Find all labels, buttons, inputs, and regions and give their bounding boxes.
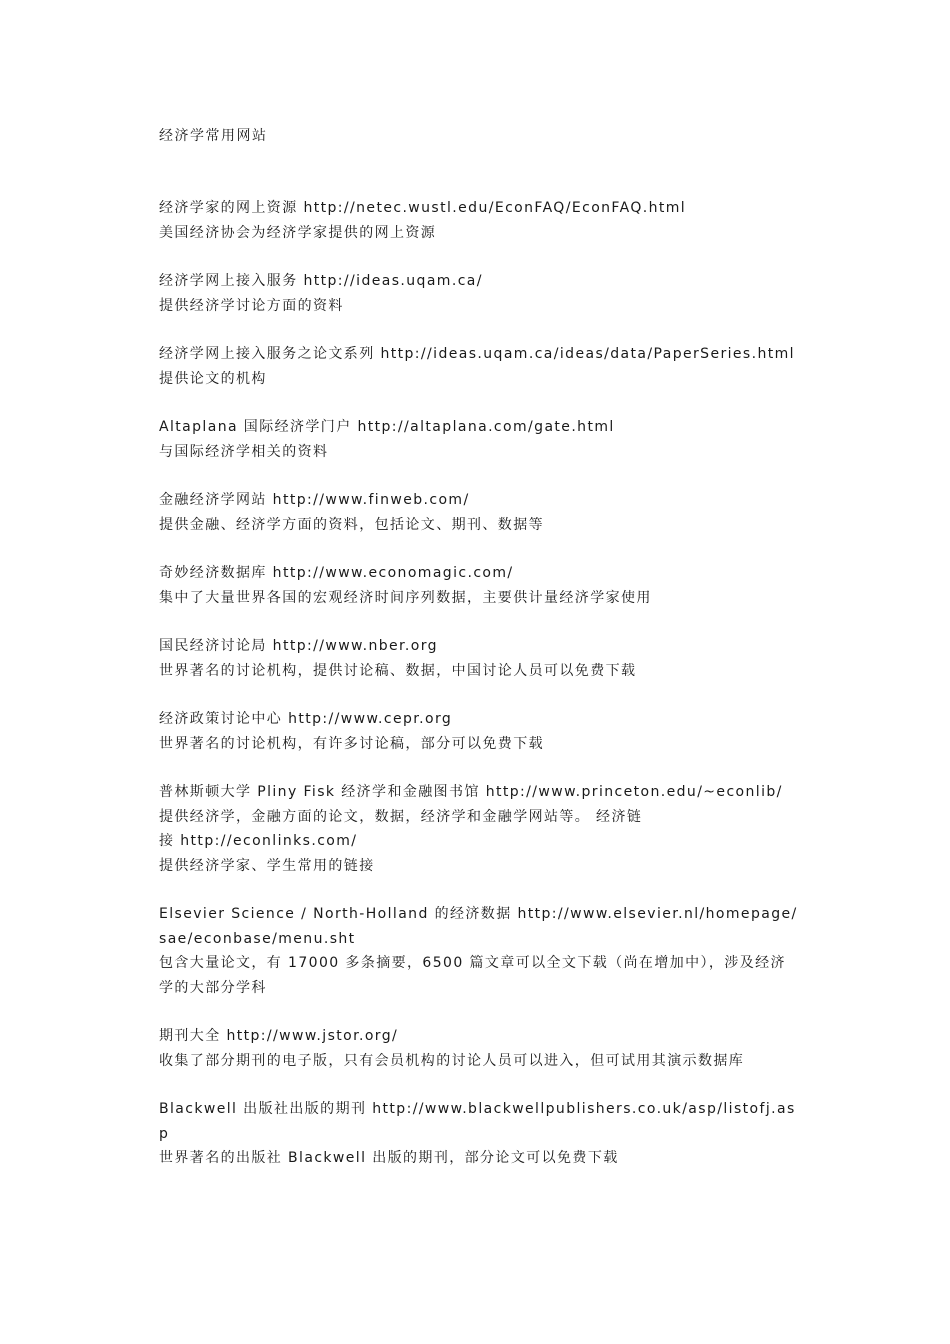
list-item <box>159 1097 799 1171</box>
entry-url-link[interactable]: http://ideas.uqam.ca/ <box>303 273 483 289</box>
entry-heading <box>159 561 799 586</box>
entry-url-link[interactable]: http://www.jstor.org/ <box>226 1028 399 1044</box>
entry-name: 接 <box>159 833 175 849</box>
list-item <box>159 415 799 464</box>
entry-heading <box>159 342 799 367</box>
document-title: 经济学常用网站 <box>159 128 268 144</box>
entry-url-link[interactable]: http://econlinks.com/ <box>180 833 358 849</box>
entry-description: 包含大量论文，有 17000 多条摘要，6500 篇文章可以全文下载（尚在增加中），涉及经济学的大部分学科 <box>159 955 786 996</box>
entry-description: 集中了大量世界各国的宏观经济时间序列数据，主要供计量经济学家使用 <box>159 589 652 606</box>
entry-description: 提供经济学讨论方面的资料 <box>159 297 344 314</box>
entry-heading <box>159 707 799 732</box>
entry-heading <box>159 634 799 659</box>
entry-url-link[interactable]: http://altaplana.com/gate.html <box>357 419 615 435</box>
entry-heading <box>159 1097 799 1146</box>
entry-description: 提供金融、经济学方面的资料，包括论文、期刊、数据等 <box>159 516 544 533</box>
document-page <box>159 124 799 1195</box>
list-item <box>159 780 799 878</box>
list-item <box>159 269 799 318</box>
list-item <box>159 342 799 391</box>
list-item <box>159 196 799 245</box>
entry-description: 美国经济协会为经济学家提供的网上资源 <box>159 224 437 241</box>
entry-url-link[interactable]: http://www.elsevier.nl/homepage/sae/econbase/menu.sht <box>159 906 798 947</box>
entry-heading <box>159 829 799 854</box>
entry-name: 经济学家的网上资源 <box>159 200 298 216</box>
entry-heading <box>159 780 799 805</box>
entry-url-link[interactable]: http://www.cepr.org <box>288 711 453 727</box>
entry-url-link[interactable]: http://www.nber.org <box>272 638 438 654</box>
entry-url-link[interactable]: http://www.princeton.edu/~econlib/ <box>485 784 783 800</box>
entry-description: 与国际经济学相关的资料 <box>159 443 329 460</box>
entry-description: 提供经济学家、学生常用的链接 <box>159 857 375 874</box>
entry-url-link[interactable]: http://www.finweb.com/ <box>272 492 470 508</box>
entry-description: 收集了部分期刊的电子版，只有会员机构的讨论人员可以进入，但可试用其演示数据库 <box>159 1052 745 1069</box>
entry-name: 普林斯顿大学 Pliny Fisk 经济学和金融图书馆 <box>159 784 480 800</box>
entry-description: 世界著名的讨论机构，有许多讨论稿，部分可以免费下载 <box>159 735 544 752</box>
entry-heading <box>159 902 799 951</box>
entry-name: Blackwell 出版社出版的期刊 <box>159 1101 367 1117</box>
entry-heading <box>159 415 799 440</box>
list-item <box>159 902 799 1000</box>
entry-name: 期刊大全 <box>159 1028 221 1044</box>
list-item <box>159 634 799 683</box>
entry-heading <box>159 269 799 294</box>
entry-name: Altaplana 国际经济学门户 <box>159 419 352 435</box>
entry-heading <box>159 1024 799 1049</box>
list-item <box>159 707 799 756</box>
entry-description: 提供经济学，金融方面的论文，数据，经济学和金融学网站等。 经济链 <box>159 808 643 825</box>
entry-heading <box>159 196 799 221</box>
list-item <box>159 488 799 537</box>
entry-url-link[interactable]: http://netec.wustl.edu/EconFAQ/EconFAQ.html <box>303 200 687 216</box>
entry-name: 经济学网上接入服务之论文系列 <box>159 346 375 362</box>
entry-name: 奇妙经济数据库 <box>159 565 267 581</box>
entry-name: Elsevier Science / North-Holland 的经济数据 <box>159 906 512 922</box>
entry-description: 提供论文的机构 <box>159 370 267 387</box>
entry-heading <box>159 488 799 513</box>
entry-name: 经济政策讨论中心 <box>159 711 283 727</box>
entry-description: 世界著名的讨论机构，提供讨论稿、数据，中国讨论人员可以免费下载 <box>159 662 637 679</box>
entry-name: 经济学网上接入服务 <box>159 273 298 289</box>
list-item <box>159 561 799 610</box>
entry-url-link[interactable]: http://www.economagic.com/ <box>272 565 514 581</box>
entry-description: 世界著名的出版社 Blackwell 出版的期刊，部分论文可以免费下载 <box>159 1150 619 1166</box>
list-item <box>159 1024 799 1073</box>
entry-url-link[interactable]: http://ideas.uqam.ca/ideas/data/PaperSeries.html <box>380 346 795 362</box>
entry-name: 金融经济学网站 <box>159 492 267 508</box>
entry-name: 国民经济讨论局 <box>159 638 267 654</box>
entry-url-link[interactable]: http://www.blackwellpublishers.co.uk/asp/listofj.asp <box>159 1101 796 1142</box>
